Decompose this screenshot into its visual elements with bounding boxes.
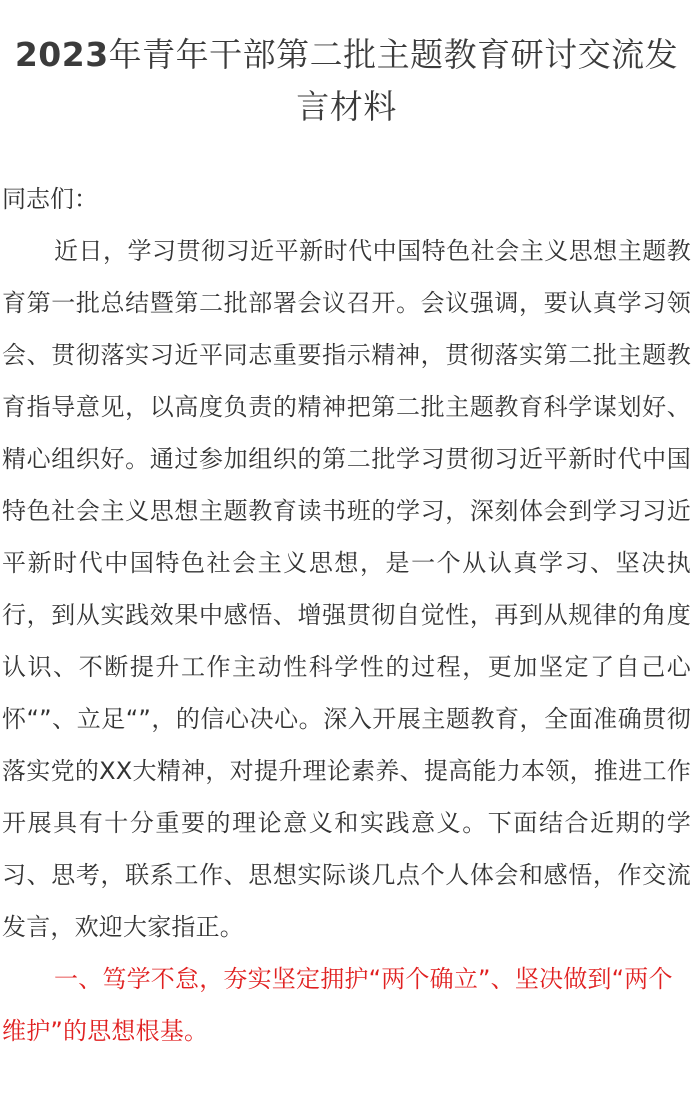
salutation: 同志们： [2,185,98,213]
section-heading: 一、笃学不怠，夯实坚定拥护“两个确立”、坚决做到“两个维护”的思想根基。 [2,965,673,1045]
document-body [2,173,691,1057]
body-paragraph: 近日，学习贯彻习近平新时代中国特色社会主义思想主题教育第一批总结暨第二批部署会议召开。会议强调，要认真学习领会、贯彻落实习近平同志重要指示精神，贯彻落实第二批主题教育指导意见，以高度负责的精神把第二批主题教育科学谋划好、精心组织好。通过参加组织的第二批学习贯彻习近平新时代中国特色社会主义思想主题教育读书班的学习，深刻体会到学习习近平新时代中国特色社会主义思想，是一个从认真学习、坚决执行，到从实践效果中感悟、增强贯彻自觉性，再到从规律的角度认识、不断提升工作主动性科学性的过程，更加坚定了自己心怀“”、立足“”，的信心决心。深入开展主题教育，全面准确贯彻落实党的XX大精神，对提升理论素养、提高能力本领，推进工作开展具有十分重要的理论意义和实践意义。下面结合近期的学习、思考，联系工作、思想实际谈几点个人体会和感悟，作交流发言，欢迎大家指正。 [2,237,691,941]
document-title [2,0,691,133]
title-year: 2023 [14,35,109,74]
title-text: 年青年干部第二批主题教育研讨交流发言材料 [108,35,679,126]
